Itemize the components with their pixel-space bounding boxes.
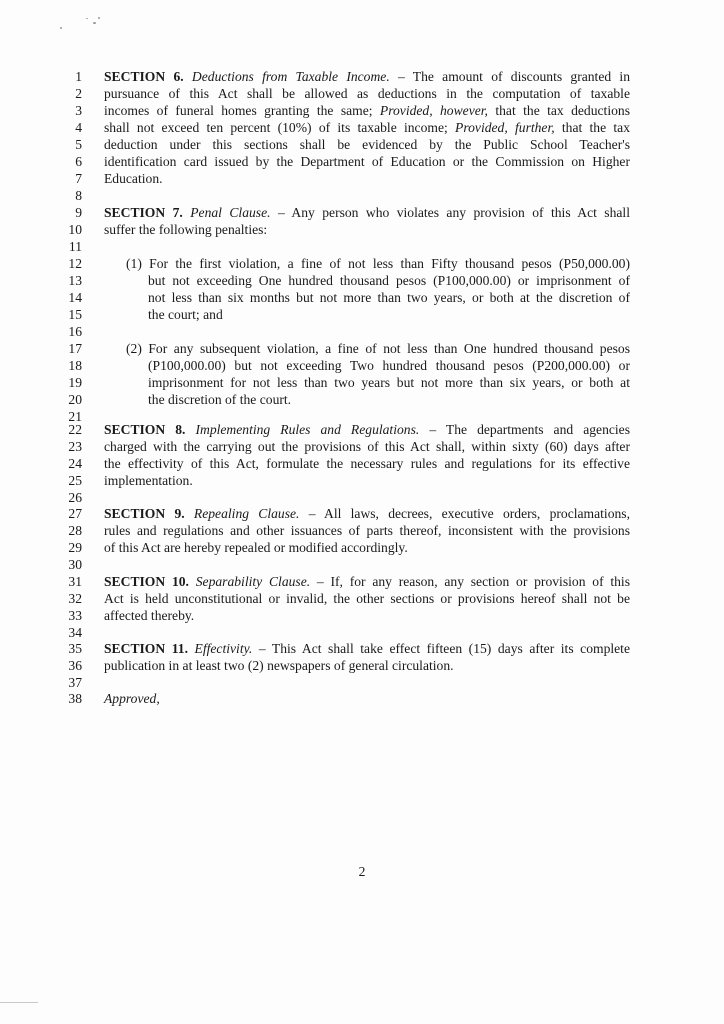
section-text: the effectivity of this Act, formulate the necessary rules and regulations for its effective	[104, 456, 630, 471]
text-line	[0, 136, 724, 153]
penalty-item-2: imprisonment for not less than two years but not more than six years, or both at	[148, 375, 630, 390]
section-text: suffer the following penalties:	[104, 222, 268, 237]
scan-speck	[86, 18, 88, 19]
section-8-heading-line	[104, 421, 630, 438]
line-number: 32	[68, 591, 82, 606]
text-line	[0, 455, 724, 472]
line-number: 8	[75, 188, 82, 203]
text-line	[0, 690, 724, 707]
text-line	[0, 85, 724, 102]
line-number: 13	[68, 273, 82, 288]
line-number: 14	[68, 290, 82, 305]
line-number: 2	[75, 86, 82, 101]
section-text: pursuance of this Act shall be allowed as deductions in the computation of taxable	[104, 86, 630, 101]
text-line	[0, 607, 724, 624]
section-text: identification card issued by the Department of Education or the Commission on Higher	[104, 154, 630, 169]
section-6-heading-line	[104, 68, 630, 85]
section-text: Education.	[104, 171, 163, 186]
text-line	[0, 289, 724, 306]
line-number: 35	[68, 641, 82, 656]
text-line	[0, 374, 724, 391]
text-line	[0, 221, 724, 238]
line-number: 11	[68, 239, 82, 254]
section-label: SECTION 8.	[104, 422, 186, 437]
text-line	[0, 624, 724, 641]
section-text: shall not exceed ten percent (10%) of its taxable income;	[104, 120, 456, 135]
text-line	[0, 153, 724, 170]
section-text: rules and regulations and other issuances of parts thereof, inconsistent with the provisions	[104, 523, 630, 538]
line-number: 34	[68, 625, 82, 640]
scan-speck	[98, 17, 100, 19]
line-number: 17	[68, 341, 82, 356]
section-7-heading-line	[104, 204, 630, 221]
section-label: SECTION 11.	[104, 641, 188, 656]
section-text: affected thereby.	[104, 608, 195, 623]
penalty-item-1: but not exceeding One hundred thousand pesos (P100,000.00) or imprisonment of	[148, 273, 630, 288]
line-number: 36	[68, 658, 82, 673]
line-number: 6	[75, 154, 82, 169]
line-number: 1	[75, 69, 82, 84]
section-text: deduction under this sections shall be evidenced by the Public School Teacher's	[104, 137, 630, 152]
section-title: Repealing Clause.	[193, 506, 300, 521]
section-label: SECTION 6.	[104, 69, 184, 84]
line-number: 10	[68, 222, 82, 237]
penalty-item-2: the discretion of the court.	[148, 392, 292, 407]
section-text: – All laws, decrees, executive orders, proclamations,	[299, 506, 630, 521]
penalty-item-2: (2) For any subsequent violation, a fine of not less than One hundred thousand pesos	[126, 341, 630, 356]
section-text: – If, for any reason, any section or provision of this	[310, 574, 631, 589]
text-line	[0, 505, 724, 522]
line-number: 5	[75, 137, 82, 152]
text-line	[0, 340, 724, 357]
line-number: 18	[68, 358, 82, 373]
line-number: 16	[68, 324, 82, 339]
text-line	[0, 421, 724, 438]
section-title: Implementing Rules and Regulations.	[195, 422, 420, 437]
page-number: 2	[358, 864, 366, 879]
text-line	[0, 573, 724, 590]
text-line	[0, 438, 724, 455]
text-line	[0, 556, 724, 573]
text-line	[0, 68, 724, 85]
line-number: 15	[68, 307, 82, 322]
line-number: 4	[75, 120, 82, 135]
section-title: Effectivity.	[194, 641, 253, 656]
section-text-line	[104, 119, 630, 136]
section-text: publication in at least two (2) newspapers of general circulation.	[104, 658, 454, 673]
text-line	[0, 590, 724, 607]
section-10-heading-line	[104, 573, 630, 590]
scan-speck	[60, 27, 62, 29]
section-9-heading-line	[104, 505, 630, 522]
section-text: – The departments and agencies	[419, 422, 631, 437]
section-title: Penal Clause.	[190, 205, 271, 220]
penalty-item-1: not less than six months but not more than two years, or both at the discretion of	[148, 290, 630, 305]
section-text: of this Act are hereby repealed or modified accordingly.	[104, 540, 408, 555]
text-line	[0, 102, 724, 119]
scan-speck	[93, 22, 96, 24]
text-line	[0, 640, 724, 657]
section-text: Act is held unconstitutional or invalid, the other sections or provisions hereof shall not be	[104, 591, 630, 606]
line-number: 7	[75, 171, 82, 186]
text-line	[0, 119, 724, 136]
text-line	[0, 657, 724, 674]
line-number: 26	[68, 490, 82, 505]
section-title: Deductions from Taxable Income.	[191, 69, 390, 84]
text-line	[0, 539, 724, 556]
penalty-item-2: (P100,000.00) but not exceeding Two hundred thousand pesos (P200,000.00) or	[148, 358, 630, 373]
section-text: – The amount of discounts granted in	[389, 69, 630, 84]
section-label: SECTION 7.	[104, 205, 183, 220]
section-11-heading-line	[104, 640, 630, 657]
line-number: 21	[68, 409, 82, 424]
line-number: 29	[68, 540, 82, 555]
text-line	[0, 238, 724, 255]
line-number: 27	[68, 506, 82, 521]
text-line	[0, 357, 724, 374]
section-label: SECTION 9.	[104, 506, 185, 521]
text-line	[0, 170, 724, 187]
text-line	[0, 255, 724, 272]
text-line	[0, 204, 724, 221]
section-text: that the tax deductions	[487, 103, 630, 118]
line-number: 3	[75, 103, 82, 118]
line-number: 37	[68, 675, 82, 690]
line-number: 9	[75, 205, 82, 220]
section-text: implementation.	[104, 473, 193, 488]
scan-edge-line	[0, 1002, 38, 1003]
text-line	[0, 472, 724, 489]
approved-text: Approved,	[104, 691, 160, 706]
line-number: 19	[68, 375, 82, 390]
line-number: 38	[68, 691, 82, 706]
line-number: 24	[68, 456, 82, 471]
text-line	[0, 187, 724, 204]
text-line	[0, 489, 724, 506]
text-line	[0, 674, 724, 691]
section-text: incomes of funeral homes granting the same;	[104, 103, 380, 118]
section-text-line	[104, 102, 630, 119]
section-label: SECTION 10.	[104, 574, 189, 589]
text-line	[0, 306, 724, 323]
section-title: Separability Clause.	[195, 574, 311, 589]
section-text: – Any person who violates any provision of this Act shall	[270, 205, 630, 220]
penalty-item-1: the court; and	[148, 307, 223, 322]
line-number: 12	[68, 256, 82, 271]
proviso-text: Provided, however,	[379, 103, 488, 118]
text-line	[0, 272, 724, 289]
line-number: 28	[68, 523, 82, 538]
section-text: charged with the carrying out the provisions of this Act shall, within sixty (60) days after	[104, 439, 630, 454]
text-line	[0, 391, 724, 408]
section-text: – This Act shall take effect fifteen (15) days after its complete	[252, 641, 630, 656]
line-number: 20	[68, 392, 82, 407]
line-number: 22	[68, 422, 82, 437]
proviso-text: Provided, further,	[455, 120, 555, 135]
line-number: 33	[68, 608, 82, 623]
line-number: 23	[68, 439, 82, 454]
section-text: that the tax	[554, 120, 630, 135]
line-number: 31	[68, 574, 82, 589]
text-line	[0, 323, 724, 340]
text-line	[0, 522, 724, 539]
line-number: 30	[68, 557, 82, 572]
penalty-item-1: (1) For the first violation, a fine of not less than Fifty thousand pesos (P50,000.00)	[126, 256, 630, 271]
line-number: 25	[68, 473, 82, 488]
